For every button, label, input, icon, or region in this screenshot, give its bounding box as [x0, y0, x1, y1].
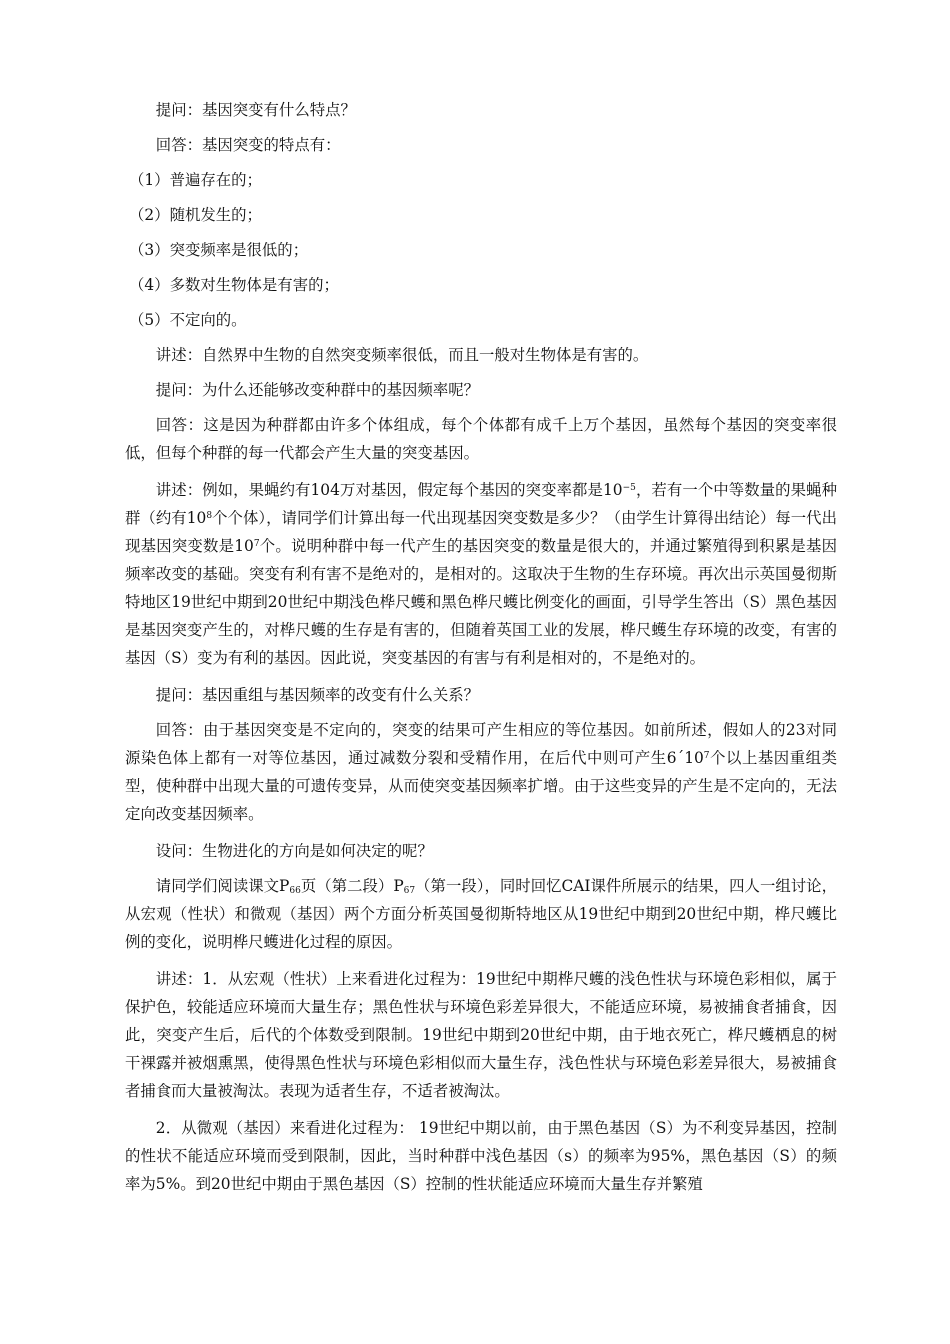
reading-task-text: （第一段），同时回忆CAI课件所展示的结果，四人一组讨论，从宏观（性状）和微观（基因）两个方面分析英国曼彻斯特地区从19世纪中期到20世纪中期，桦尺蠖比例的变化，说明桦尺蠖进化过程的原因。 — [125, 877, 837, 951]
statement-2-text: 个。说明种群中每一代产生的基因突变的数量是很大的，并通过繁殖得到积累是基因频率改变的基础。突变有利有害不是绝对的，是相对的。这取决于生物的生存环境。再次出示英国曼彻斯特地区19世纪中期到20世纪中期浅色桦尺蠖和黑色桦尺蠖比例变化的画面，引导学生答出（S）黑色基因是基因突变产生的，对桦尺蠖的生存是有害的，但随着英国工业的发展，桦尺蠖生存环境的改变，有害的基因（S）变为有利的基因。因此说，突变基因的有害与有利是相对的，不是绝对的。 — [125, 537, 837, 667]
statement-2-text: ，若有一个中等数量的果蝇种群（约有10 — [125, 481, 837, 527]
document-page — [125, 96, 837, 1207]
answer-1: 回答：基因突变的特点有： — [155, 136, 341, 154]
reading-task-text: 请同学们阅读课文P — [155, 877, 290, 895]
answer-3-text: 个以上基因重组类型，使种群中出现大量的可遗传变异，从而使突变基因频率扩增。由于这些变异的产生是不定向的，无法定向改变基因频率。 — [125, 749, 837, 823]
statement-3: 讲述：1．从宏观（性状）上来看进化过程为：19世纪中期桦尺蠖的浅色性状与环境色彩相似，属于保护色，较能适应环境而大量生存；黑色性状与环境色彩差异很大，不能适应环境，易被捕食者捕食，因此，突变产生后，后代的个体数受到限制。19世纪中期到20世纪中期，由于地衣死亡，桦尺蠖栖息的树干裸露并被烟熏黑，使得黑色性状与环境色彩相似而大量生存，浅色性状与环境色彩差异很大，易被捕食者捕食而大量被淘汰。表现为适者生存，不适者被淘汰。 — [125, 970, 837, 1100]
list-item: （4）多数对生物体是有害的； — [129, 276, 339, 294]
statement-2-text: 讲述：例如，果蝇约有104万对基因，假定每个基因的突变率都是10 — [155, 481, 623, 499]
answer-3-text: 回答：由于基因突变是不定向的，突变的结果可产生相应的等位基因。如前所述，假如人的23对同源染色体上都有一对等位基因，通过减数分裂和受精作用，在后代中则可产生6´10 — [125, 721, 837, 767]
list-item: （5）不定向的。 — [129, 311, 247, 329]
list-item: （1）普遍存在的； — [129, 171, 262, 189]
statement-2 — [125, 476, 837, 672]
page-subscript: 66 — [289, 886, 301, 896]
question-2: 提问：为什么还能够改变种群中的基因频率呢？ — [155, 381, 480, 399]
list-item: （3）突变频率是很低的； — [129, 241, 309, 259]
reading-task — [125, 872, 837, 956]
exponent: 8 — [206, 511, 213, 521]
statement-2-text: 个个体），请同学们计算出每一代出现基因突变数是多少？（由学生计算得出结论）每一代出现基因突变数是10 — [125, 509, 837, 555]
exponent: −5 — [622, 483, 636, 493]
reading-task-text: 页（第二段）P — [300, 877, 404, 895]
answer-3 — [125, 716, 837, 828]
question-1: 提问：基因突变有什么特点？ — [155, 101, 356, 119]
page-subscript: 67 — [403, 886, 416, 896]
answer-2: 回答：这是因为种群都由许多个体组成，每个个体都有成千上万个基因，虽然每个基因的突变率很低，但每个种群的每一代都会产生大量的突变基因。 — [125, 416, 837, 462]
question-3: 提问：基因重组与基因频率的改变有什么关系？ — [155, 686, 480, 704]
feature-list — [125, 166, 837, 334]
exponent: 7 — [253, 539, 260, 549]
question-4: 设问：生物进化的方向是如何决定的呢？ — [155, 842, 433, 860]
exponent: 7 — [703, 751, 710, 761]
list-item: （2）随机发生的； — [129, 206, 262, 224]
statement-1: 讲述：自然界中生物的自然突变频率很低，而且一般对生物体是有害的。 — [155, 346, 649, 364]
statement-4: 2．从微观（基因）来看进化过程为： 19世纪中期以前，由于黑色基因（S）为不利变异基因，控制的性状不能适应环境而受到限制，因此，当时种群中浅色基因（s）的频率为95%，黑色基因（S）的频率为5%。到20世纪中期由于黑色基因（S）控制的性状能适应环境而大量生存并繁殖 — [125, 1119, 837, 1193]
